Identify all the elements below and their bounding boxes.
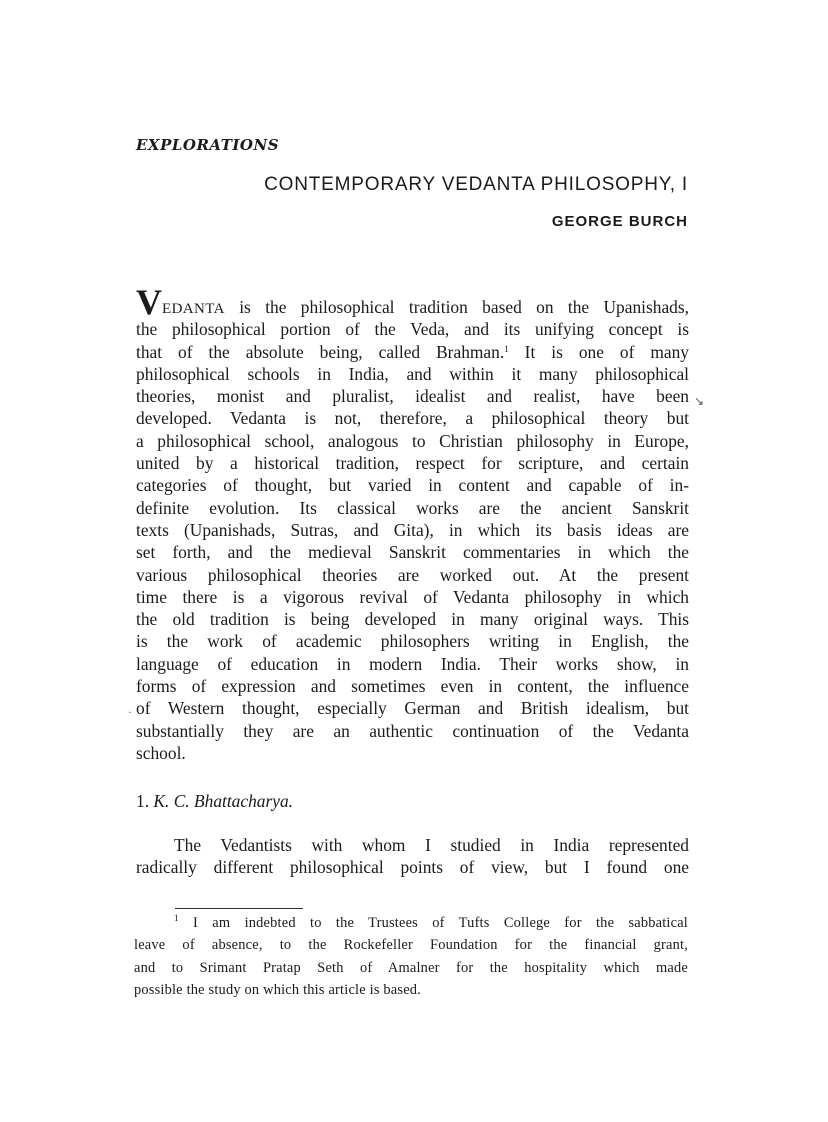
small-caps-word: EDANTA <box>162 301 225 317</box>
second-paragraph <box>136 834 689 879</box>
footnote-line: leave of absence, to the Rockefeller Foundation for the financial grant, <box>134 937 688 954</box>
section-name: K. C. Bhattacharya. <box>153 791 294 811</box>
paragraph-line: is the work of academic philosophers writing in English, the <box>136 631 689 652</box>
footnote <box>134 915 688 1004</box>
paragraph-line: the old tradition is being developed in many original ways. This <box>136 609 689 630</box>
footnote-marker: 1 <box>174 913 179 923</box>
line-text: that of the absolute being, called Brahman. <box>136 341 505 362</box>
paragraph-line: language of education in modern India. Their works show, in <box>136 653 689 674</box>
paragraph-line <box>136 341 689 363</box>
line-text: It is one of many <box>508 341 689 362</box>
footnote-rule <box>175 908 303 909</box>
paragraph-line: developed. Vedanta is not, therefore, a philosophical theory but <box>136 408 689 429</box>
paragraph-line: substantially they are an authentic continuation of the Vedanta <box>136 720 689 741</box>
paragraph-line: theories, monist and pluralist, idealist and realist, have been <box>136 386 689 407</box>
paragraph-line: of Western thought, especially German and British idealism, but <box>136 698 689 719</box>
paragraph-line: definite evolution. Its classical works are the ancient Sanskrit <box>136 497 689 518</box>
paragraph-line <box>136 296 689 318</box>
article-title: CONTEMPORARY VEDANTA PHILOSOPHY, I <box>264 174 688 195</box>
paragraph-line: philosophical schools in India, and within it many philosophical <box>136 363 689 384</box>
paragraph-line: the philosophical portion of the Veda, and its unifying concept is <box>136 319 689 340</box>
section-number: 1. <box>136 791 150 811</box>
drop-cap: V <box>136 282 162 322</box>
paragraph-line: set forth, and the medieval Sanskrit commentaries in which the <box>136 542 689 563</box>
paragraph-line: forms of expression and sometimes even in content, the influence <box>136 676 689 697</box>
paragraph-line: radically different philosophical points of view, but I found one <box>136 857 689 878</box>
section-heading <box>136 791 293 812</box>
paragraph-line: a philosophical school, analogous to Christian philosophy in Europe, <box>136 430 689 451</box>
margin-dot: · <box>128 705 132 719</box>
footnote-reference[interactable]: 1 <box>504 343 509 354</box>
margin-mark: ↘ <box>694 394 705 408</box>
paragraph-line: school. <box>136 742 186 763</box>
paragraph-line: The Vedantists with whom I studied in India represented <box>174 835 689 855</box>
paragraph-line: various philosophical theories are worked out. At the present <box>136 564 689 585</box>
intro-paragraph <box>136 296 689 764</box>
line-text: is the philosophical tradition based on the Upanishads, <box>224 297 689 317</box>
line-text: I am indebted to the Trustees of Tufts College for the sabbatical <box>178 915 688 931</box>
paragraph-line: categories of thought, but varied in content and capable of in- <box>136 475 689 496</box>
footnote-line <box>134 915 688 937</box>
paragraph-line: time there is a vigorous revival of Vedanta philosophy in which <box>136 586 689 607</box>
paragraph-line: united by a historical tradition, respect for scripture, and certain <box>136 453 689 474</box>
paragraph-line: texts (Upanishads, Sutras, and Gita), in which its basis ideas are <box>136 519 689 540</box>
footnote-line: possible the study on which this article is based. <box>134 981 421 998</box>
section-label: EXPLORATIONS <box>136 136 280 154</box>
author-name: GEORGE BURCH <box>551 213 688 230</box>
footnote-line: and to Srimant Pratap Seth of Amalner for the hospitality which made <box>134 959 688 976</box>
